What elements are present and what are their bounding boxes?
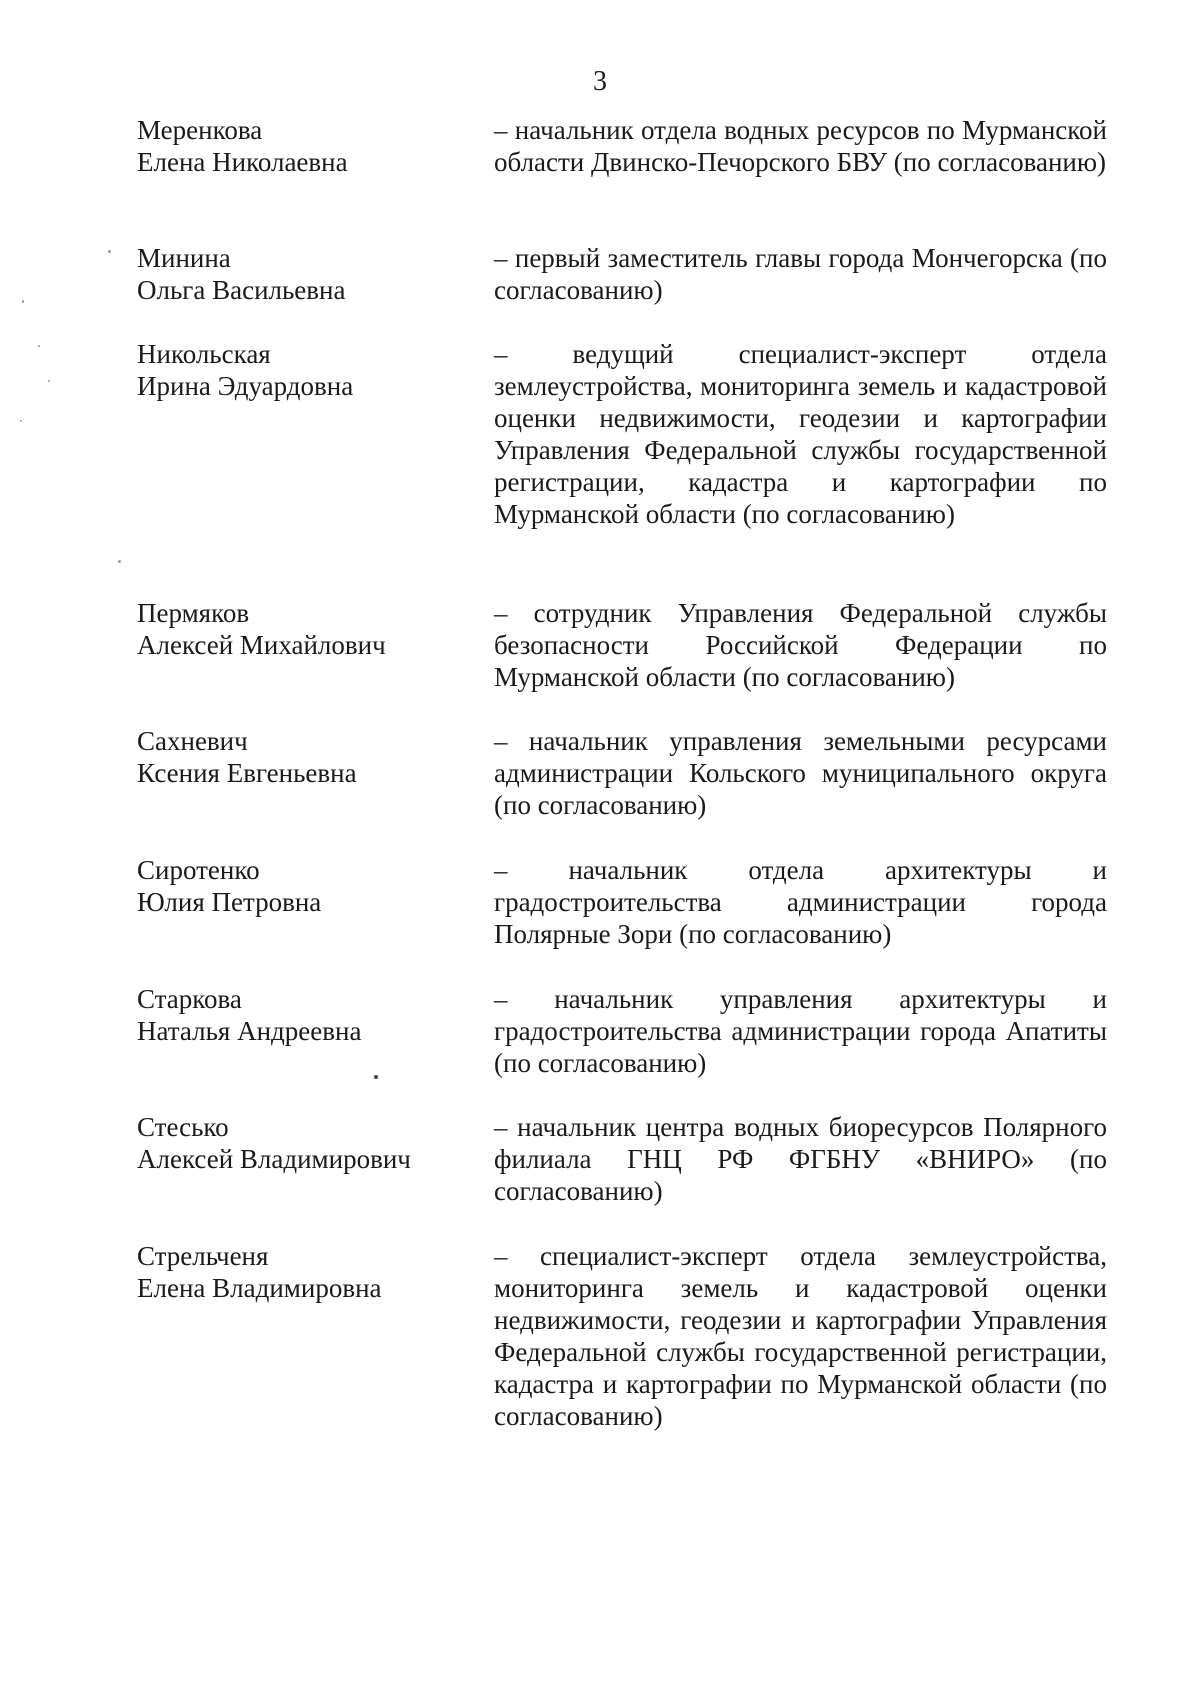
member-position: – специалист-эксперт отдела землеустройства, мониторинга земель и кадастровой оценки недвижимости, геодезии и картографии Управления Федеральной службы государственной регистрации, кадастра и картографии по Мурманской области (по согласованию)	[494, 1241, 1107, 1431]
member-last-name: Пермяков	[137, 598, 250, 628]
member-last-name: Стрельченя	[137, 1241, 269, 1271]
member-last-name: Сиротенко	[137, 855, 260, 885]
member-position: – первый заместитель главы города Мончегорска (по согласованию)	[494, 243, 1107, 305]
member-position: – начальник управления архитектуры и градостроительства администрации города Апатиты (по согласованию)	[494, 984, 1107, 1078]
member-first-names: Алексей Михайлович	[137, 630, 386, 660]
scan-speck	[374, 1075, 378, 1079]
scan-speck	[48, 380, 50, 382]
scan-speck	[38, 345, 40, 347]
member-last-name: Меренкова	[137, 115, 263, 145]
member-name	[137, 114, 467, 178]
member-name	[137, 983, 467, 1047]
member-position: – начальник отдела архитектуры и градостроительства администрации города Полярные Зори (по согласованию)	[494, 855, 1107, 949]
member-name	[137, 1240, 467, 1304]
member-position: – начальник центра водных биоресурсов Полярного филиала ГНЦ РФ ФГБНУ «ВНИРО» (по согласованию)	[494, 1112, 1107, 1206]
scan-speck	[108, 250, 111, 253]
member-name	[137, 854, 467, 918]
scan-speck	[22, 300, 24, 303]
page-number: 3	[593, 66, 607, 97]
member-first-names: Елена Владимировна	[137, 1273, 382, 1303]
member-last-name: Старкова	[137, 984, 242, 1014]
member-first-names: Ирина Эдуардовна	[137, 371, 354, 401]
member-position: – начальник отдела водных ресурсов по Мурманской области Двинско-Печорского БВУ (по согласованию)	[494, 115, 1107, 177]
member-position: – ведущий специалист-эксперт отдела землеустройства, мониторинга земель и кадастровой оценки недвижимости, геодезии и картографии Управления Федеральной службы государственной регистрации, кадастра и картографии по Мурманской области (по согласованию)	[494, 339, 1107, 529]
member-name	[137, 242, 467, 306]
member-last-name: Никольская	[137, 339, 271, 369]
member-position: – начальник управления земельными ресурсами администрации Кольского муниципального округа (по согласованию)	[494, 726, 1107, 820]
member-first-names: Юлия Петровна	[137, 887, 322, 917]
member-name	[137, 338, 467, 402]
member-first-names: Елена Николаевна	[137, 147, 348, 177]
member-first-names: Ксения Евгеньевна	[137, 758, 357, 788]
member-last-name: Стесько	[137, 1112, 229, 1142]
member-first-names: Наталья Андреевна	[137, 1016, 362, 1046]
member-first-names: Ольга Васильевна	[137, 275, 346, 305]
member-name	[137, 1111, 467, 1175]
member-last-name: Сахневич	[137, 726, 248, 756]
scan-speck	[20, 420, 22, 422]
member-name	[137, 597, 467, 661]
member-position: – сотрудник Управления Федеральной службы безопасности Российской Федерации по Мурманской области (по согласованию)	[494, 598, 1107, 692]
scan-speck	[118, 560, 121, 563]
member-name	[137, 725, 467, 789]
member-first-names: Алексей Владимирович	[137, 1144, 411, 1174]
member-last-name: Минина	[137, 243, 231, 273]
